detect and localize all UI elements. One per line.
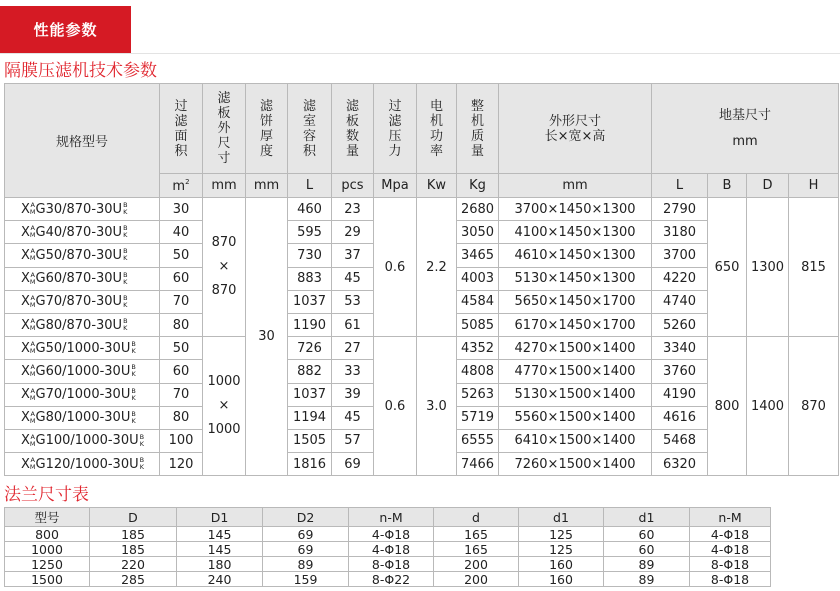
unit-dims: mm [499, 174, 652, 198]
model-prefix: X [21, 387, 30, 403]
flange-header-cell: 型号 [5, 508, 90, 527]
volume-cell: 595 [288, 221, 332, 244]
found-L-cell: 6320 [652, 453, 708, 476]
unit-plates: pcs [332, 174, 374, 198]
flange-cell: 60 [604, 527, 690, 542]
found-L-cell: 3700 [652, 244, 708, 267]
model-mark-top: B [139, 432, 145, 441]
model-marks-right [123, 202, 127, 216]
model-mark-top: B [123, 293, 128, 302]
model-marks-right [131, 341, 135, 355]
flange-header-cell: d [434, 508, 519, 527]
model-name: G100/1000-30U [35, 433, 139, 449]
model-mark-bottom: K [123, 208, 128, 217]
flange-row [5, 572, 771, 587]
plates-cell: 45 [332, 267, 374, 290]
found-L-cell: 5260 [652, 313, 708, 336]
flange-cell: 240 [177, 572, 263, 587]
dims-cell: 4610×1450×1300 [499, 244, 652, 267]
model-cell [5, 290, 160, 313]
pressure-cell: 0.6 [374, 337, 417, 476]
model-prefix: X [21, 340, 30, 356]
table-row [5, 198, 839, 221]
flange-cell: 185 [90, 542, 177, 557]
model-mark-top: A [30, 456, 35, 465]
header-model: 规格型号 [5, 84, 160, 198]
model-mark-bottom: K [131, 370, 136, 379]
volume-cell: 460 [288, 198, 332, 221]
flange-header-cell: d1 [519, 508, 604, 527]
area-cell: 60 [160, 267, 203, 290]
flange-cell: 160 [519, 557, 604, 572]
plates-cell: 45 [332, 406, 374, 429]
flange-cell: 89 [263, 557, 349, 572]
model-name: G50/1000-30U [35, 340, 131, 356]
flange-cell: 220 [90, 557, 177, 572]
flange-cell: 60 [604, 542, 690, 557]
model-cell [5, 406, 160, 429]
volume-cell: 1194 [288, 406, 332, 429]
volume-cell: 726 [288, 337, 332, 360]
found-B-cell: 650 [708, 198, 747, 337]
found-L-cell: 2790 [652, 198, 708, 221]
plates-cell: 37 [332, 244, 374, 267]
model-marks-right [123, 318, 127, 332]
model-mark-top: A [30, 386, 35, 395]
flange-header-row [5, 508, 771, 527]
area-cell: 80 [160, 406, 203, 429]
found-L-cell: 4220 [652, 267, 708, 290]
flange-header-cell: n-M [690, 508, 771, 527]
model-mark-bottom: M [29, 324, 36, 333]
model-mark-bottom: M [29, 300, 36, 309]
header-motor-power: 电 机 功 率 [417, 84, 457, 174]
unit-L: L [652, 174, 708, 198]
area-cell: 120 [160, 453, 203, 476]
model-marks-right [123, 272, 127, 286]
tab-underline [0, 53, 840, 54]
area-cell: 50 [160, 337, 203, 360]
flange-cell: 8-Φ18 [690, 557, 771, 572]
model-marks-right [140, 457, 144, 471]
found-D-cell: 1300 [747, 198, 789, 337]
model-cell [5, 360, 160, 383]
model-mark-bottom: M [29, 393, 36, 402]
flange-cell: 4-Φ18 [349, 542, 434, 557]
area-cell: 40 [160, 221, 203, 244]
tech-params-body [5, 198, 839, 476]
plate-size-part: 870 [211, 283, 237, 299]
model-mark-top: B [123, 201, 128, 210]
model-name: G120/1000-30U [35, 456, 139, 472]
volume-cell: 1505 [288, 429, 332, 452]
plate-size-part: × [218, 398, 230, 414]
model-name: G40/870-30U [35, 224, 123, 240]
found-L-cell: 3340 [652, 337, 708, 360]
found-D-cell: 1400 [747, 337, 789, 476]
flange-cell: 180 [177, 557, 263, 572]
dims-cell: 5650×1450×1700 [499, 290, 652, 313]
plate-size-part: 1000 [207, 374, 241, 390]
model-mark-top: A [30, 432, 35, 441]
plates-cell: 23 [332, 198, 374, 221]
plate-size-part: 870 [211, 235, 237, 251]
flange-cell: 160 [519, 572, 604, 587]
flange-row [5, 557, 771, 572]
unit-weight: Kg [457, 174, 499, 198]
model-mark-bottom: M [29, 208, 36, 217]
model-name: G50/870-30U [35, 247, 123, 263]
model-mark-bottom: M [29, 416, 36, 425]
weight-cell: 4808 [457, 360, 499, 383]
table-row [5, 337, 839, 360]
flange-cell: 159 [263, 572, 349, 587]
model-mark-top: A [30, 270, 35, 279]
model-mark-top: A [30, 224, 35, 233]
flange-cell: 125 [519, 542, 604, 557]
model-mark-bottom: K [139, 439, 144, 448]
flange-cell: 4-Φ18 [349, 527, 434, 542]
found-L-cell: 3180 [652, 221, 708, 244]
flange-table-title: 法兰尺寸表 [4, 485, 89, 505]
flange-cell: 1500 [5, 572, 90, 587]
model-cell [5, 383, 160, 406]
model-marks-right [131, 411, 135, 425]
model-cell [5, 267, 160, 290]
flange-row [5, 527, 771, 542]
header-cake-thickness: 滤 饼 厚 度 [246, 84, 288, 174]
header-area: 过 滤 面 积 [160, 84, 203, 174]
flange-header-cell: D2 [263, 508, 349, 527]
cake-thickness-cell: 30 [246, 198, 288, 476]
model-mark-bottom: K [131, 393, 136, 402]
weight-cell: 4352 [457, 337, 499, 360]
unit-plate-size: mm [203, 174, 246, 198]
tech-params-table [4, 83, 839, 476]
dims-cell: 6410×1500×1400 [499, 429, 652, 452]
unit-pressure: Mpa [374, 174, 417, 198]
flange-cell: 165 [434, 542, 519, 557]
model-prefix: X [21, 247, 30, 263]
flange-cell: 145 [177, 542, 263, 557]
volume-cell: 882 [288, 360, 332, 383]
weight-cell: 3050 [457, 221, 499, 244]
volume-cell: 1190 [288, 313, 332, 336]
model-marks-right [123, 248, 127, 262]
header-plate-count: 滤 板 数 量 [332, 84, 374, 174]
model-cell [5, 453, 160, 476]
area-cell: 50 [160, 244, 203, 267]
found-B-cell: 800 [708, 337, 747, 476]
model-name: G70/870-30U [35, 294, 123, 310]
model-mark-bottom: M [29, 231, 36, 240]
model-mark-bottom: M [29, 254, 36, 263]
model-mark-top: B [123, 224, 128, 233]
header-overall-dims: 外形尺寸 长×宽×高 [499, 84, 652, 174]
model-mark-bottom: M [29, 347, 36, 356]
model-prefix: X [21, 317, 30, 333]
model-prefix: X [21, 433, 30, 449]
model-cell [5, 221, 160, 244]
dims-cell: 3700×1450×1300 [499, 198, 652, 221]
flange-cell: 165 [434, 527, 519, 542]
power-cell: 3.0 [417, 337, 457, 476]
model-cell [5, 313, 160, 336]
weight-cell: 3465 [457, 244, 499, 267]
plates-cell: 29 [332, 221, 374, 244]
found-L-cell: 5468 [652, 429, 708, 452]
unit-area: $m^2$ [160, 174, 203, 198]
dims-cell: 4770×1500×1400 [499, 360, 652, 383]
model-prefix: X [21, 294, 30, 310]
area-cell: 70 [160, 290, 203, 313]
plates-cell: 53 [332, 290, 374, 313]
model-mark-bottom: M [29, 277, 36, 286]
dims-cell: 4100×1450×1300 [499, 221, 652, 244]
model-prefix: X [21, 224, 30, 240]
model-mark-bottom: M [29, 439, 36, 448]
flange-row [5, 542, 771, 557]
model-mark-top: A [30, 340, 35, 349]
flange-cell: 69 [263, 527, 349, 542]
flange-header-cell: D1 [177, 508, 263, 527]
plate-size-cell [203, 337, 246, 476]
flange-cell: 8-Φ22 [349, 572, 434, 587]
weight-cell: 4003 [457, 267, 499, 290]
flange-cell: 1250 [5, 557, 90, 572]
dims-cell: 5560×1500×1400 [499, 406, 652, 429]
model-prefix: X [21, 456, 30, 472]
plates-cell: 33 [332, 360, 374, 383]
model-mark-bottom: M [29, 463, 36, 472]
model-mark-top: B [123, 270, 128, 279]
weight-cell: 5085 [457, 313, 499, 336]
model-mark-bottom: K [123, 300, 128, 309]
model-mark-bottom: K [131, 347, 136, 356]
weight-cell: 6555 [457, 429, 499, 452]
found-L-cell: 4616 [652, 406, 708, 429]
plate-size-cell [203, 198, 246, 337]
model-mark-top: A [30, 363, 35, 372]
model-mark-top: A [30, 201, 35, 210]
model-cell [5, 429, 160, 452]
flange-dims-table [4, 507, 771, 587]
unit-power: Kw [417, 174, 457, 198]
header-chamber-volume: 滤 室 容 积 [288, 84, 332, 174]
model-name: G60/1000-30U [35, 363, 131, 379]
model-mark-top: B [131, 409, 136, 418]
header-plate-size: 滤 板 外 尺 寸 [203, 84, 246, 174]
model-cell [5, 198, 160, 221]
volume-cell: 883 [288, 267, 332, 290]
model-mark-top: B [123, 317, 128, 326]
area-cell: 60 [160, 360, 203, 383]
area-cell: 100 [160, 429, 203, 452]
plates-cell: 39 [332, 383, 374, 406]
flange-cell: 285 [90, 572, 177, 587]
model-mark-bottom: K [123, 277, 128, 286]
model-name: G80/870-30U [35, 317, 123, 333]
volume-cell: 1037 [288, 290, 332, 313]
found-L-cell: 4740 [652, 290, 708, 313]
flange-table-body [5, 527, 771, 587]
weight-cell: 4584 [457, 290, 499, 313]
header-filter-pressure: 过 滤 压 力 [374, 84, 417, 174]
unit-volume: L [288, 174, 332, 198]
dims-cell: 5130×1500×1400 [499, 383, 652, 406]
flange-cell: 4-Φ18 [690, 542, 771, 557]
model-mark-bottom: K [139, 463, 144, 472]
dims-cell: 7260×1500×1400 [499, 453, 652, 476]
dims-cell: 4270×1500×1400 [499, 337, 652, 360]
flange-cell: 200 [434, 557, 519, 572]
header-foundation-dims: 地基尺寸 mm [652, 84, 839, 174]
header-machine-weight: 整 机 质 量 [457, 84, 499, 174]
model-name: G60/870-30U [35, 271, 123, 287]
area-cell: 70 [160, 383, 203, 406]
flange-cell: 1000 [5, 542, 90, 557]
model-mark-bottom: K [123, 324, 128, 333]
unit-thickness: mm [246, 174, 288, 198]
flange-cell: 4-Φ18 [690, 527, 771, 542]
flange-cell: 200 [434, 572, 519, 587]
plates-cell: 69 [332, 453, 374, 476]
plates-cell: 27 [332, 337, 374, 360]
model-marks-right [123, 225, 127, 239]
found-H-cell: 815 [789, 198, 839, 337]
flange-cell: 8-Φ18 [690, 572, 771, 587]
flange-cell: 89 [604, 557, 690, 572]
model-cell [5, 244, 160, 267]
power-cell: 2.2 [417, 198, 457, 337]
flange-cell: 185 [90, 527, 177, 542]
flange-cell: 125 [519, 527, 604, 542]
model-marks-right [131, 364, 135, 378]
model-mark-top: B [139, 456, 145, 465]
dims-cell: 5130×1450×1300 [499, 267, 652, 290]
flange-header-cell: D [90, 508, 177, 527]
model-name: G80/1000-30U [35, 410, 131, 426]
performance-tab[interactable]: 性能参数 [0, 6, 131, 53]
model-mark-bottom: K [123, 231, 128, 240]
model-mark-top: A [30, 247, 35, 256]
found-L-cell: 3760 [652, 360, 708, 383]
model-prefix: X [21, 363, 30, 379]
model-mark-bottom: M [29, 370, 36, 379]
flange-header-cell: d1 [604, 508, 690, 527]
weight-cell: 2680 [457, 198, 499, 221]
model-marks-right [140, 434, 144, 448]
plates-cell: 57 [332, 429, 374, 452]
flange-header-cell: n-M [349, 508, 434, 527]
model-mark-bottom: K [131, 416, 136, 425]
model-marks-right [123, 295, 127, 309]
plate-size-part: × [218, 259, 230, 275]
volume-cell: 1816 [288, 453, 332, 476]
weight-cell: 5719 [457, 406, 499, 429]
flange-cell: 145 [177, 527, 263, 542]
model-prefix: X [21, 271, 30, 287]
model-mark-top: A [30, 317, 35, 326]
model-prefix: X [21, 201, 30, 217]
area-cell: 30 [160, 198, 203, 221]
area-cell: 80 [160, 313, 203, 336]
volume-cell: 730 [288, 244, 332, 267]
model-mark-top: B [131, 340, 136, 349]
model-name: G70/1000-30U [35, 387, 131, 403]
weight-cell: 5263 [457, 383, 499, 406]
model-mark-top: B [131, 386, 136, 395]
model-name: G30/870-30U [35, 201, 123, 217]
model-prefix: X [21, 410, 30, 426]
weight-cell: 7466 [457, 453, 499, 476]
flange-cell: 800 [5, 527, 90, 542]
model-mark-bottom: K [123, 254, 128, 263]
pressure-cell: 0.6 [374, 198, 417, 337]
model-cell [5, 337, 160, 360]
header-row [5, 84, 839, 174]
model-marks-right [131, 388, 135, 402]
plates-cell: 61 [332, 313, 374, 336]
volume-cell: 1037 [288, 383, 332, 406]
dims-cell: 6170×1450×1700 [499, 313, 652, 336]
unit-H: H [789, 174, 839, 198]
unit-D: D [747, 174, 789, 198]
unit-B: B [708, 174, 747, 198]
model-mark-top: B [131, 363, 136, 372]
plate-size-part: 1000 [207, 422, 241, 438]
flange-cell: 89 [604, 572, 690, 587]
model-mark-top: B [123, 247, 128, 256]
model-mark-top: A [30, 293, 35, 302]
flange-cell: 8-Φ18 [349, 557, 434, 572]
filter-press-params-title: 隔膜压滤机技术参数 [4, 61, 157, 81]
flange-cell: 69 [263, 542, 349, 557]
model-mark-top: A [30, 409, 35, 418]
found-H-cell: 870 [789, 337, 839, 476]
found-L-cell: 4190 [652, 383, 708, 406]
